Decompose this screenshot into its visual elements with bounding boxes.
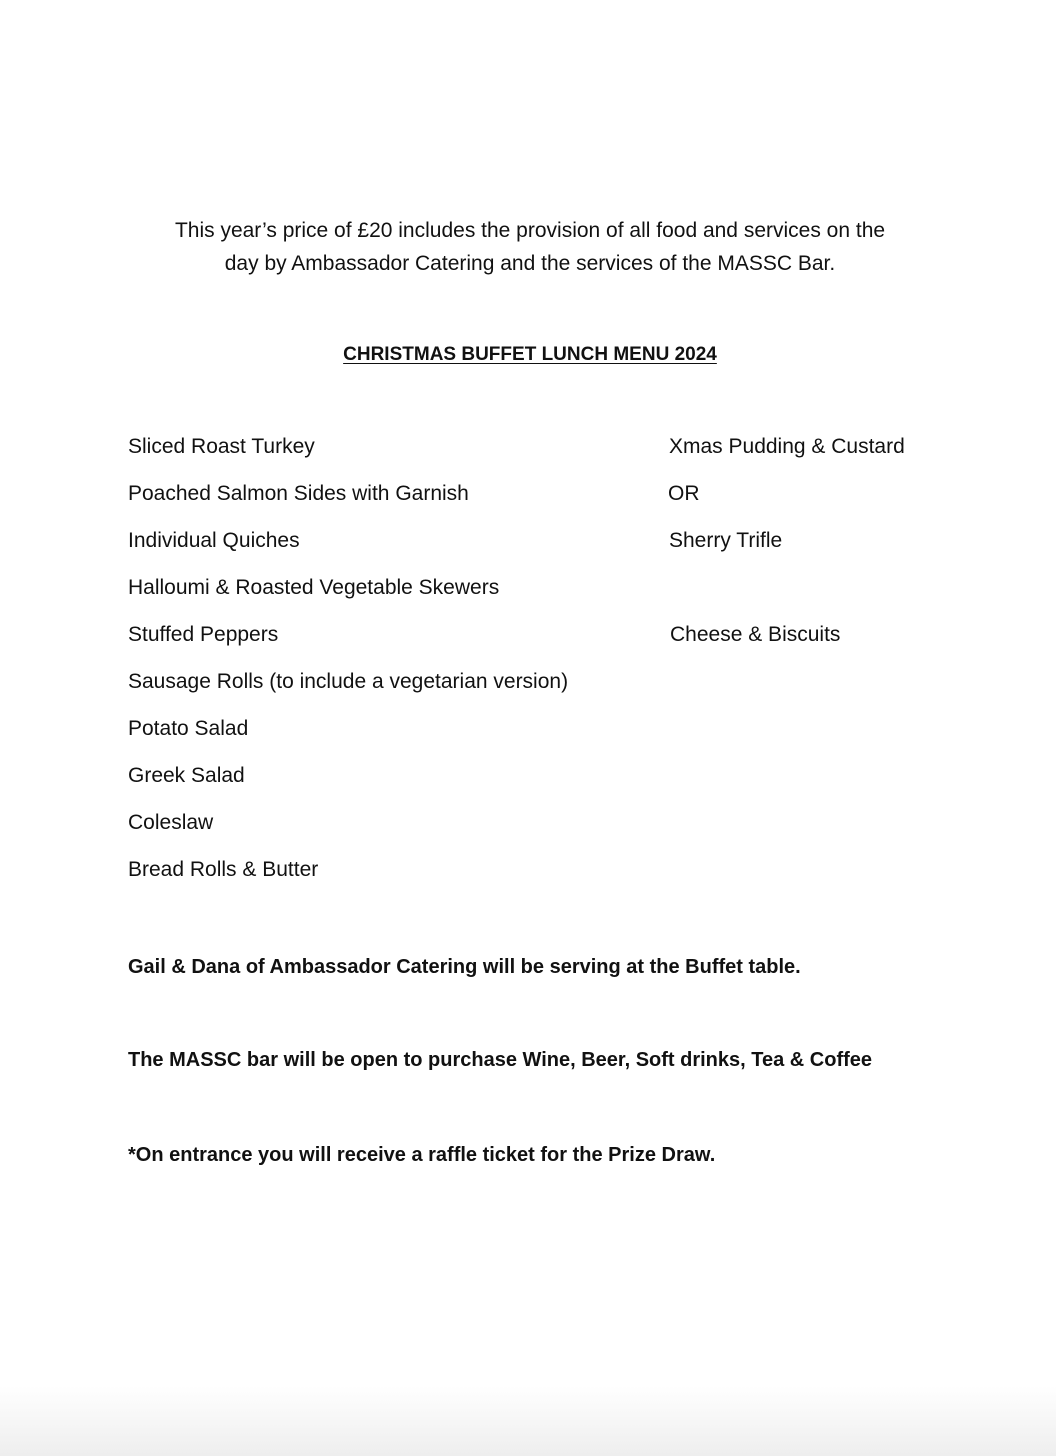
raffle-note: *On entrance you will receive a raffle ticket for the Prize Draw. [128, 1144, 716, 1166]
price-intro-paragraph [100, 214, 960, 280]
serving-note: Gail & Dana of Ambassador Catering will be serving at the Buffet table. [128, 956, 801, 978]
menu-item-sliced-roast-turkey: Sliced Roast Turkey [128, 435, 315, 458]
dessert-cheese-biscuits: Cheese & Biscuits [670, 623, 841, 646]
menu-title: CHRISTMAS BUFFET LUNCH MENU 2024 [343, 344, 717, 365]
menu-item-potato-salad: Potato Salad [128, 717, 249, 740]
bar-note: The MASSC bar will be open to purchase Wine, Beer, Soft drinks, Tea & Coffee [128, 1049, 873, 1071]
intro-line-1: This year’s price of £20 includes the provision of all food and services on the [174, 219, 886, 242]
menu-item-coleslaw: Coleslaw [128, 811, 214, 834]
menu-item-bread-rolls: Bread Rolls & Butter [128, 858, 319, 881]
main-course-list [128, 433, 568, 903]
dessert-xmas-pudding: Xmas Pudding & Custard [669, 435, 905, 458]
menu-item-individual-quiches: Individual Quiches [128, 529, 300, 552]
menu-item-greek-salad: Greek Salad [128, 764, 245, 787]
intro-line-2: day by Ambassador Catering and the services of the MASSC Bar. [224, 252, 836, 275]
menu-item-poached-salmon: Poached Salmon Sides with Garnish [128, 482, 469, 505]
dessert-sherry-trifle: Sherry Trifle [669, 529, 783, 552]
menu-item-stuffed-peppers: Stuffed Peppers [128, 623, 279, 646]
menu-item-sausage-rolls: Sausage Rolls (to include a vegetarian version) [128, 670, 569, 693]
menu-item-halloumi-skewers: Halloumi & Roasted Vegetable Skewers [128, 576, 500, 599]
page-bottom-shadow [0, 1386, 1056, 1456]
dessert-or-separator: OR [668, 482, 700, 505]
